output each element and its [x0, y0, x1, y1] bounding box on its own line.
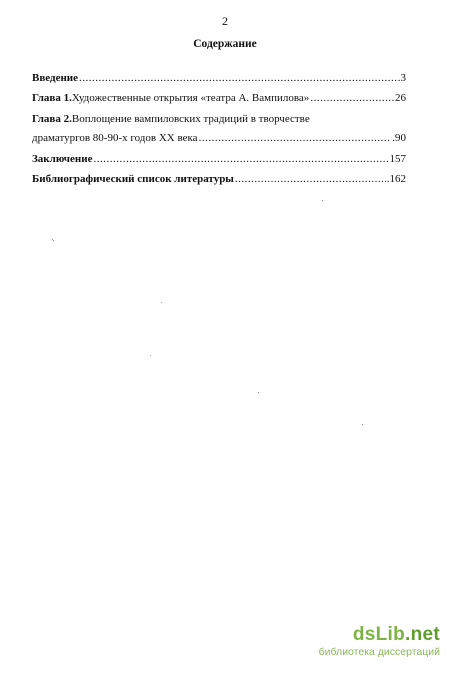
toc-entry-conclusion	[32, 154, 406, 168]
scan-speck	[258, 392, 259, 393]
toc-entry-page: .90	[392, 132, 406, 145]
toc-leader-dots	[235, 174, 386, 185]
toc-entry-label: Художественные открытия «театра А. Вампилова»	[71, 92, 310, 105]
table-of-contents	[32, 73, 406, 195]
scan-speck	[53, 240, 54, 241]
toc-title: Содержание	[193, 38, 257, 50]
scan-speck	[362, 424, 363, 425]
page-number: 2	[222, 14, 228, 28]
watermark-brand-tld: .net	[405, 624, 440, 645]
toc-entry-page: 26	[395, 92, 406, 105]
watermark-brand	[270, 625, 440, 645]
toc-entry-label-bold: Глава 1.	[32, 92, 72, 105]
toc-entry-chapter-2-line-2	[32, 133, 406, 147]
toc-entry-chapter-2-line-1	[32, 114, 406, 128]
toc-entry-label: Заключение	[32, 152, 93, 165]
toc-leader-dots	[79, 73, 397, 84]
toc-leader-dots	[199, 133, 392, 144]
toc-entry-page: .162	[386, 173, 406, 186]
toc-entry-introduction	[32, 73, 406, 87]
toc-entry-page: 157	[389, 152, 406, 165]
scan-speck	[322, 200, 323, 201]
toc-entry-label: Введение	[32, 72, 79, 84]
toc-entry-label: драматургов 80-90-х годов XX века	[32, 132, 198, 145]
toc-entry-label: Библиографический список литературы	[32, 173, 234, 186]
toc-leader-dots	[310, 93, 394, 104]
toc-entry-chapter-1	[32, 93, 406, 107]
scan-speck	[161, 302, 162, 303]
toc-entry-label-bold: Глава 2.	[32, 112, 72, 125]
scan-speck	[150, 355, 151, 356]
toc-leader-dots	[93, 154, 388, 165]
dslib-watermark	[270, 625, 440, 665]
watermark-brand-main: dsLib	[352, 624, 406, 645]
watermark-tagline: библиотека диссертаций	[318, 646, 440, 658]
toc-entry-bibliography	[32, 174, 406, 188]
toc-entry-label: Воплощение вампиловских традиций в творчестве	[71, 112, 310, 125]
toc-entry-page: .3	[397, 72, 406, 84]
